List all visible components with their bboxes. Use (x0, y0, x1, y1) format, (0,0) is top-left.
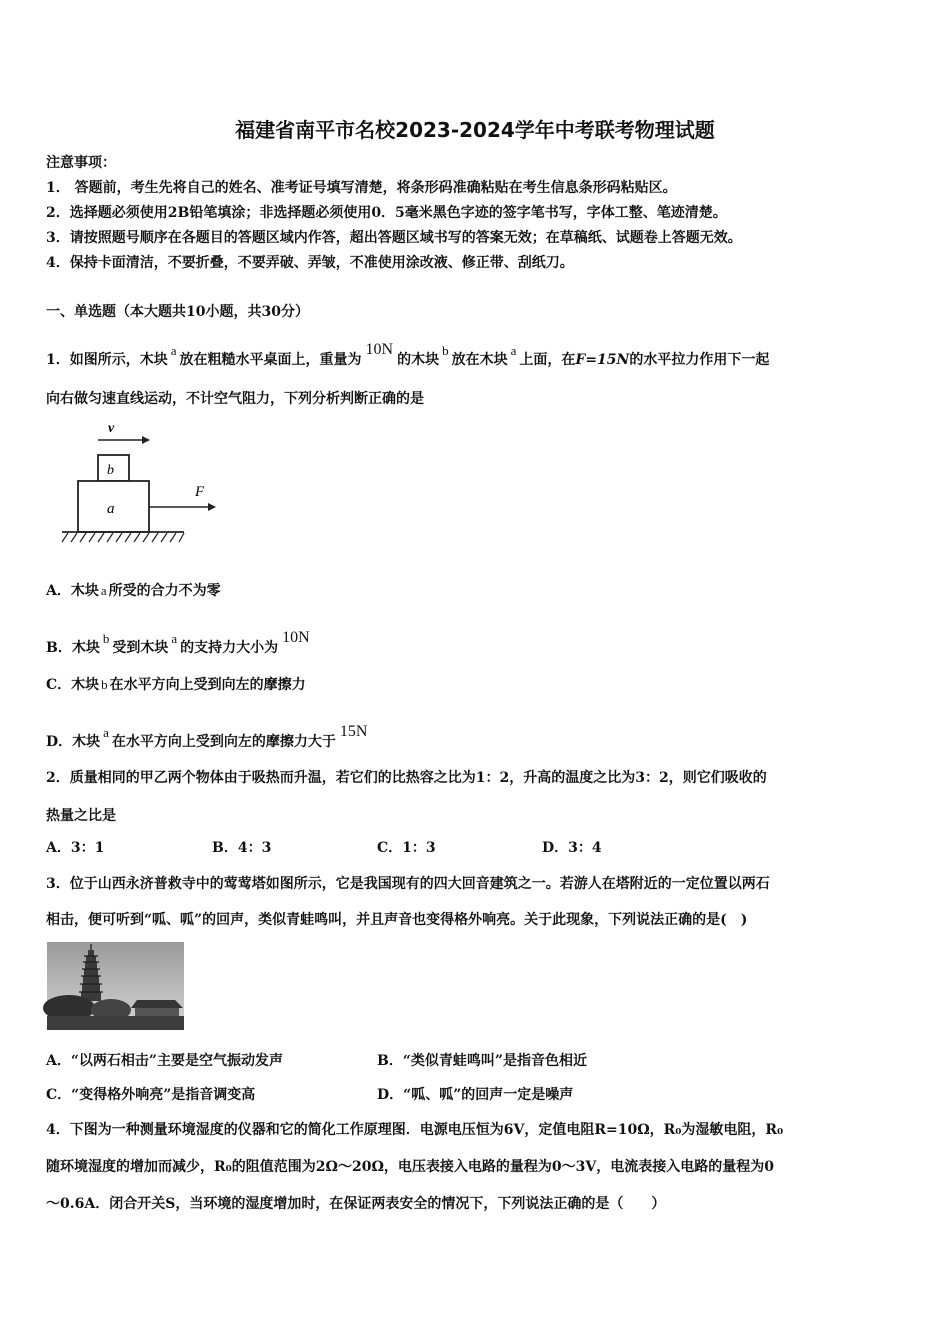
page-title: 福建省南平市名校2023-2024学年中考联考物理试题 (235, 118, 715, 142)
figure-label-a: a (107, 501, 115, 517)
q3-line-1: 3．位于山西永济普救寺中的莺莺塔如图所示，它是我国现有的四大回音建筑之一。若游人在塔附近的一定位置以两石 (46, 876, 770, 892)
q2-option-d: D．3：4 (542, 840, 602, 856)
q3-line-2: 相击，便可听到“呱、呱”的回声，类似青蛙鸣叫，并且声音也变得格外响亮。关于此现象，下列说法正确的是( ) (46, 912, 748, 928)
pagoda-photo (47, 942, 184, 1030)
notice-item-3: 3．请按照题号顺序在各题目的答题区域内作答，超出答题区域书写的答案无效；在草稿纸、试题卷上答题无效。 (46, 230, 742, 246)
q2-option-a: A．3：1 (46, 840, 105, 856)
notice-item-2: 2．选择题必须使用2B铅笔填涂；非选择题必须使用0．5毫米黑色字迹的签字笔书写，字体工整、笔迹清楚。 (46, 205, 727, 221)
q1-line-1: 1．如图所示，木块a放在粗糙水平桌面上，重量为10N的木块b放在木块a上面，在F=15N的水平拉力作用下一起 (46, 341, 770, 368)
notice-heading: 注意事项： (46, 155, 116, 171)
notice-item-1: 1． 答题前，考生先将自己的姓名、准考证号填写清楚，将条形码准确粘贴在考生信息条形码粘贴区。 (46, 180, 677, 196)
q1-option-c: C．木块 b 在水平方向上受到向左的摩擦力 (46, 677, 306, 693)
q2-line-1: 2．质量相同的甲乙两个物体由于吸热而升温，若它们的比热容之比为1：2，升高的温度之比为3：2，则它们吸收的 (46, 770, 767, 786)
q3-option-d: D．“呱、呱”的回声一定是噪声 (377, 1087, 574, 1103)
q1-option-a: A．木块 a 所受的合力不为零 (46, 583, 221, 599)
q4-line-1: 4．下图为一种测量环境湿度的仪器和它的简化工作原理图．电源电压恒为6V，定值电阻R=10Ω，R₀为湿敏电阻，R₀ (46, 1122, 784, 1138)
q3-option-c: C．“变得格外响亮”是指音调变高 (46, 1087, 256, 1103)
section-heading: 一、单选题（本大题共10小题，共30分） (46, 304, 309, 320)
q2-option-b: B．4：3 (212, 840, 272, 856)
q1-option-d: D．木块a在水平方向上受到向左的摩擦力大于15N (46, 723, 368, 750)
q1-option-b: B．木块b受到木块a的支持力大小为10N (46, 629, 310, 656)
q2-line-2: 热量之比是 (46, 808, 116, 824)
velocity-label: v (108, 421, 115, 436)
q3-option-a: A．“以两石相击”主要是空气振动发声 (46, 1053, 283, 1069)
q2-option-c: C．1：3 (377, 840, 436, 856)
notice-item-4: 4．保持卡面清洁，不要折叠，不要弄破、弄皱，不准使用涂改液、修正带、刮纸刀。 (46, 255, 574, 271)
block-a-label: a (170, 343, 177, 358)
figure-label-b: b (107, 463, 114, 478)
blocks-figure (58, 418, 205, 550)
q4-line-3: ～0.6A．闭合开关S，当环境的湿度增加时，在保证两表安全的情况下，下列说法正确的是（ ） (46, 1196, 666, 1212)
force-value: F=15N (575, 352, 630, 368)
block-b-label: b (442, 343, 449, 358)
q4-line-2: 随环境湿度的增加而减少，R₀的阻值范围为2Ω～20Ω，电压表接入电路的量程为0～3V，电流表接入电路的量程为0 (46, 1159, 774, 1175)
q1-line-2: 向右做匀速直线运动，不计空气阻力，下列分析判断正确的是 (46, 391, 424, 407)
weight-value: 10N (365, 341, 394, 358)
force-label: F (195, 484, 205, 500)
q3-option-b: B．“类似青蛙鸣叫”是指音色相近 (377, 1053, 587, 1069)
